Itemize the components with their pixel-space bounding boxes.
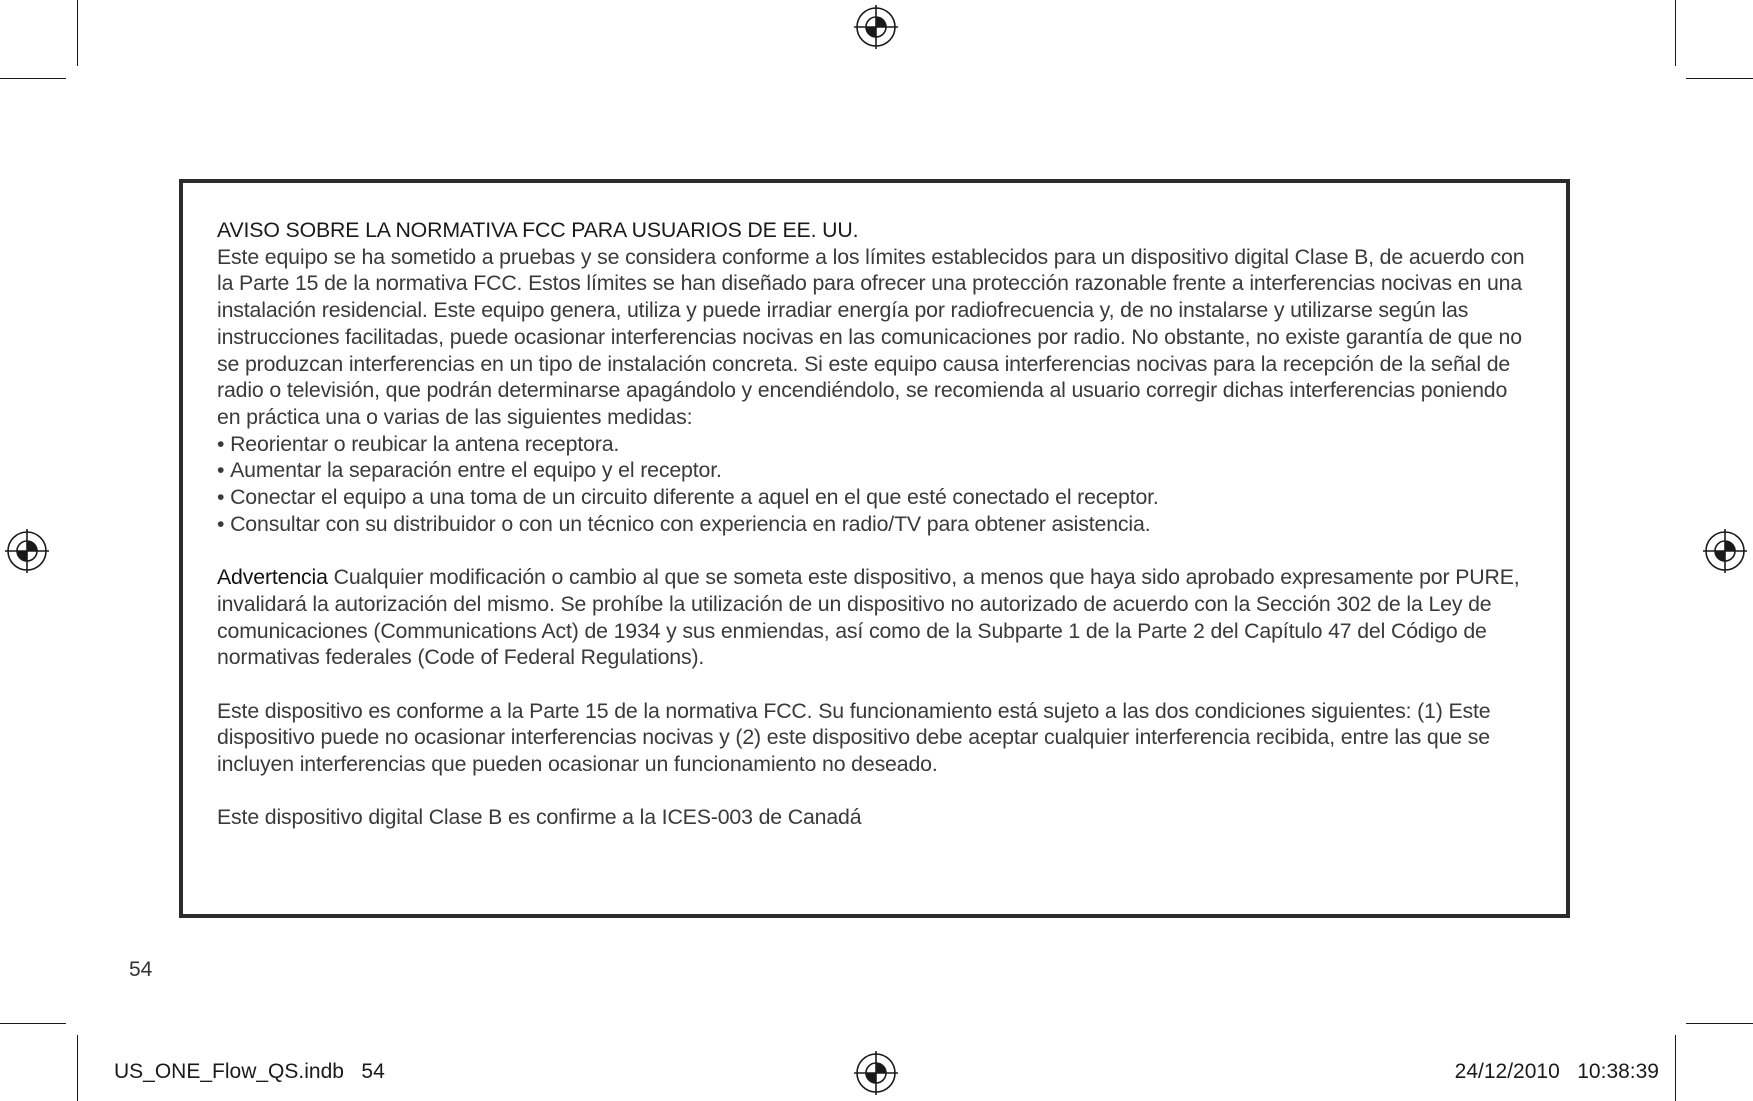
slug-file-name: US_ONE_Flow_QS.indb 54 [114,1060,385,1083]
slug-timestamp: 24/12/2010 10:38:39 [1454,1060,1659,1083]
notice-title: AVISO SOBRE LA NORMATIVA FCC PARA USUARIOS DE EE. UU. [217,218,859,242]
crop-mark-bottom-left-horizontal [0,1023,66,1024]
crop-mark-top-right-horizontal [1686,78,1753,79]
measure-item: • Reorientar o reubicar la antena receptora. [217,431,1532,458]
warning-text: Cualquier modificación o cambio al que se someta este dispositivo, a menos que haya sido aprobado expresamente por PURE, invalidará la autorización del mismo. Se prohíbe la utilización de un dispositivo no autorizado de acuerdo con la Sección 302 de la Ley de comunicaciones (Communications Act) de 1934 y sus enmiendas, así como de la Subparte 1 de la Parte 2 del Capítulo 47 del Código de normativas federales (Code of Federal Regulations). [217,565,1520,670]
crop-mark-bottom-right-vertical [1675,1035,1676,1101]
fcc-notice-box [179,179,1570,918]
warning-label: Advertencia [217,565,328,590]
crop-mark-top-left-horizontal [0,78,66,79]
crop-mark-bottom-left-vertical [77,1035,78,1101]
measure-item: • Aumentar la separación entre el equipo y el receptor. [217,457,1532,484]
registration-mark-icon [5,529,49,573]
crop-mark-bottom-right-horizontal [1686,1023,1753,1024]
canada-paragraph: Este dispositivo digital Clase B es confirme a la ICES-003 de Canadá [217,805,862,830]
measures-list [217,431,1532,538]
measure-item: • Conectar el equipo a una toma de un circuito diferente a aquel en el que esté conectado el receptor. [217,484,1532,511]
warning-paragraph [217,564,1532,671]
conformity-paragraph: Este dispositivo es conforme a la Parte 15 de la normativa FCC. Su funcionamiento está sujeto a las dos condiciones siguientes: (1) Este dispositivo puede no ocasionar interferencias nocivas y (2) este dispositivo debe aceptar cualquier interferencia recibida, entre las que se incluyen interferencias que pueden ocasionar un funcionamiento no deseado. [217,698,1491,777]
page-number: 54 [129,958,153,981]
crop-mark-top-right-vertical [1675,0,1676,66]
registration-mark-icon [854,5,898,49]
measure-item: • Consultar con su distribuidor o con un técnico con experiencia en radio/TV para obtener asistencia. [217,511,1532,538]
registration-mark-icon [854,1051,898,1095]
registration-mark-icon [1703,529,1747,573]
notice-intro-paragraph: Este equipo se ha sometido a pruebas y se considera conforme a los límites establecidos para un dispositivo digital Clase B, de acuerdo con la Parte 15 de la normativa FCC. Estos límites se han diseñado para ofrecer una protección razonable frente a interferencias nocivas en una instalación residencial. Este equipo genera, utiliza y puede irradiar energía por radiofrecuencia y, de no instalarse y utilizarse según las instrucciones facilitadas, puede ocasionar interferencias nocivas en las comunicaciones por radio. No obstante, no existe garantía de que no se produzcan interferencias en un tipo de instalación concreta. Si este equipo causa interferencias nocivas para la recepción de la señal de radio o televisión, que podrán determinarse apagándolo y encendiéndolo, se recomienda al usuario corregir dichas interferencias poniendo en práctica una o varias de las siguientes medidas: [217,244,1525,429]
crop-mark-top-left-vertical [77,0,78,66]
